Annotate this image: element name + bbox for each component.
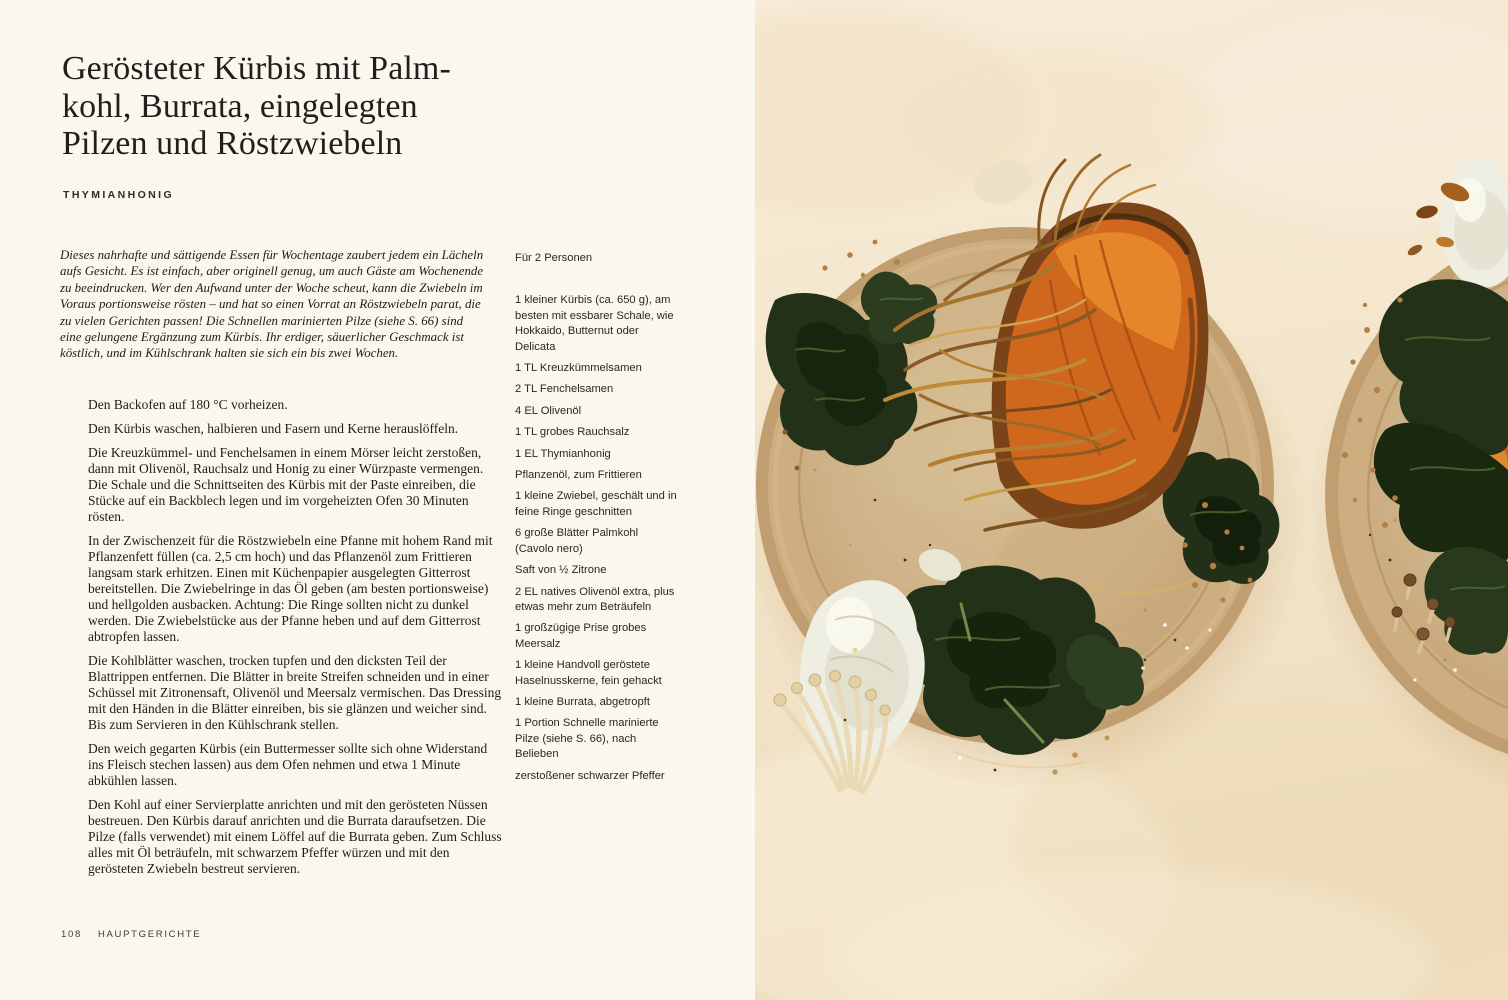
chapter-label: HAUPTGERICHTE — [97, 929, 202, 940]
instruction-step: Den Backofen auf 180 °C vorheizen. — [88, 397, 288, 412]
serving-size: Für 2 Personen — [515, 252, 593, 264]
dish-photo-illustration — [755, 0, 1508, 1000]
instruction-step: Die Kreuzkümmel- und Fenchelsamen in einem Mörser leicht zerstoßen, dann mit Olivenöl, Rauchsalz und Honig zu einer Würzpaste vermengen. Die Schale und die Schnittseiten des Kürbis mit der Paste einreiben, die Stücke auf ein Backblech legen und im vorgeheizten Ofen 30 Minuten rösten. — [88, 445, 484, 524]
ingredient-item: 1 Portion Schnelle marinierte Pilze (siehe S. 66), nach Belieben — [515, 717, 659, 761]
ingredient-list — [515, 251, 679, 790]
recipe-title-line-2: kohl, Burrata, eingelegten — [62, 87, 418, 125]
ingredient-item: 1 EL Thymianhonig — [515, 447, 611, 460]
page-footer — [61, 929, 201, 940]
recipe-subtitle: THYMIANHONIG — [63, 189, 175, 201]
ingredient-item: Saft von ½ Zitrone — [515, 564, 607, 577]
ingredient-item: Pflanzenöl, zum Frittieren — [515, 469, 642, 482]
instruction-step: Den Kürbis waschen, halbieren und Fasern und Kerne herauslöffeln. — [88, 421, 459, 436]
instruction-step: Die Kohlblätter waschen, trocken tupfen und den dicksten Teil der Blattrippen entfernen. Die Blätter in breite Streifen schneiden und in einer Schüssel mit Zitronensaft, Olivenöl und Meersalz vermischen. Das Dressing mit den Händen in die Blätter einreiben, bis sie glänzen und weicher sind. Bis zum Servieren in den Kühlschrank stellen. — [88, 653, 502, 732]
ingredient-item: 1 kleiner Kürbis (ca. 650 g), am besten mit essbarer Schale, wie Hokkaido, Butternut oder Delicata — [515, 294, 674, 353]
ingredient-item: 2 EL natives Olivenöl extra, plus etwas mehr zum Beträufeln — [515, 585, 675, 613]
ingredient-item: 4 EL Olivenöl — [515, 404, 582, 417]
recipe-title-line-3: Pilzen und Röstzwiebeln — [62, 125, 403, 162]
recipe-title — [62, 50, 532, 163]
ingredient-item: 1 TL grobes Rauchsalz — [515, 426, 630, 439]
instruction-step: Den weich gegarten Kürbis (ein Buttermesser sollte sich ohne Widerstand ins Fleisch stechen lassen) aus dem Ofen nehmen und etwa 1 Minute abkühlen lassen. — [88, 741, 488, 788]
ingredient-item: 1 großzügige Prise grobes Meersalz — [515, 622, 647, 650]
page-number: 108 — [61, 929, 82, 940]
ingredient-item: zerstoßener schwarzer Pfeffer — [515, 769, 665, 782]
instruction-list — [88, 397, 502, 885]
instruction-step: In der Zwischenzeit für die Röstzwiebeln eine Pfanne mit hohem Rand mit Pflanzenfett füllen (ca. 2,5 cm hoch) und das Pflanzenöl zum Frittieren langsam stark erhitzen. Einen mit Küchenpapier ausgelegten Gitterrost bereitstellen. Die Zwiebelringe in das Öl geben (am besten portionsweise) und hellgolden ausbacken. Achtung: Die Ringe sollten nicht zu dunkel werden. Die Zwiebelstücke aus der Pfanne heben und auf dem Gitterrost abtropfen lassen. — [88, 533, 493, 644]
ingredient-item: 2 TL Fenchelsamen — [515, 383, 614, 396]
ingredient-item: 1 TL Kreuzkümmelsamen — [515, 362, 642, 375]
recipe-title-line-1: Gerösteter Kürbis mit Palm- — [62, 50, 451, 87]
ingredient-item: 6 große Blätter Palmkohl (Cavolo nero) — [515, 527, 639, 555]
ingredient-item: 1 kleine Zwiebel, geschält und in feine Ringe geschnitten — [515, 490, 677, 518]
dish-photo — [755, 0, 1508, 1000]
ingredient-item: 1 kleine Handvoll geröstete Haselnusskerne, fein gehackt — [515, 659, 662, 687]
recipe-intro: Dieses nahrhafte und sättigende Essen für Wochentage zaubert jedem ein Lächeln aufs Gesicht. Es ist einfach, aber originell genug, um auch Gäste am Wochenende zu beeindrucken. Wer den Aufwand unter der Woche scheut, kann die Zwiebeln im Voraus portionsweise rösten – und hat so einen Vorrat an Röstzwiebeln parat, die zu vielen Gerichten passen! Die Schnellen marinierten Pilze (siehe S. 66) sind eine gelungene Ergänzung zum Kürbis. Ihr erdiger, säuerlicher Geschmack ist köstlich, und im Kühlschrank halten sie sich ein bis zwei Wochen. — [60, 248, 484, 361]
instruction-step: Den Kohl auf einer Servierplatte anrichten und mit den gerösteten Nüssen bestreuen. Den Kürbis darauf anrichten und die Burrata daraufsetzen. Die Pilze (falls verwendet) mit einem Löffel auf die Burrata geben. Zum Schluss alles mit Öl beträufeln, mit schwarzem Pfeffer würzen und mit den gerösteten Zwiebeln bestreut servieren. — [88, 797, 502, 876]
ingredient-item: 1 kleine Burrata, abgetropft — [515, 695, 650, 708]
